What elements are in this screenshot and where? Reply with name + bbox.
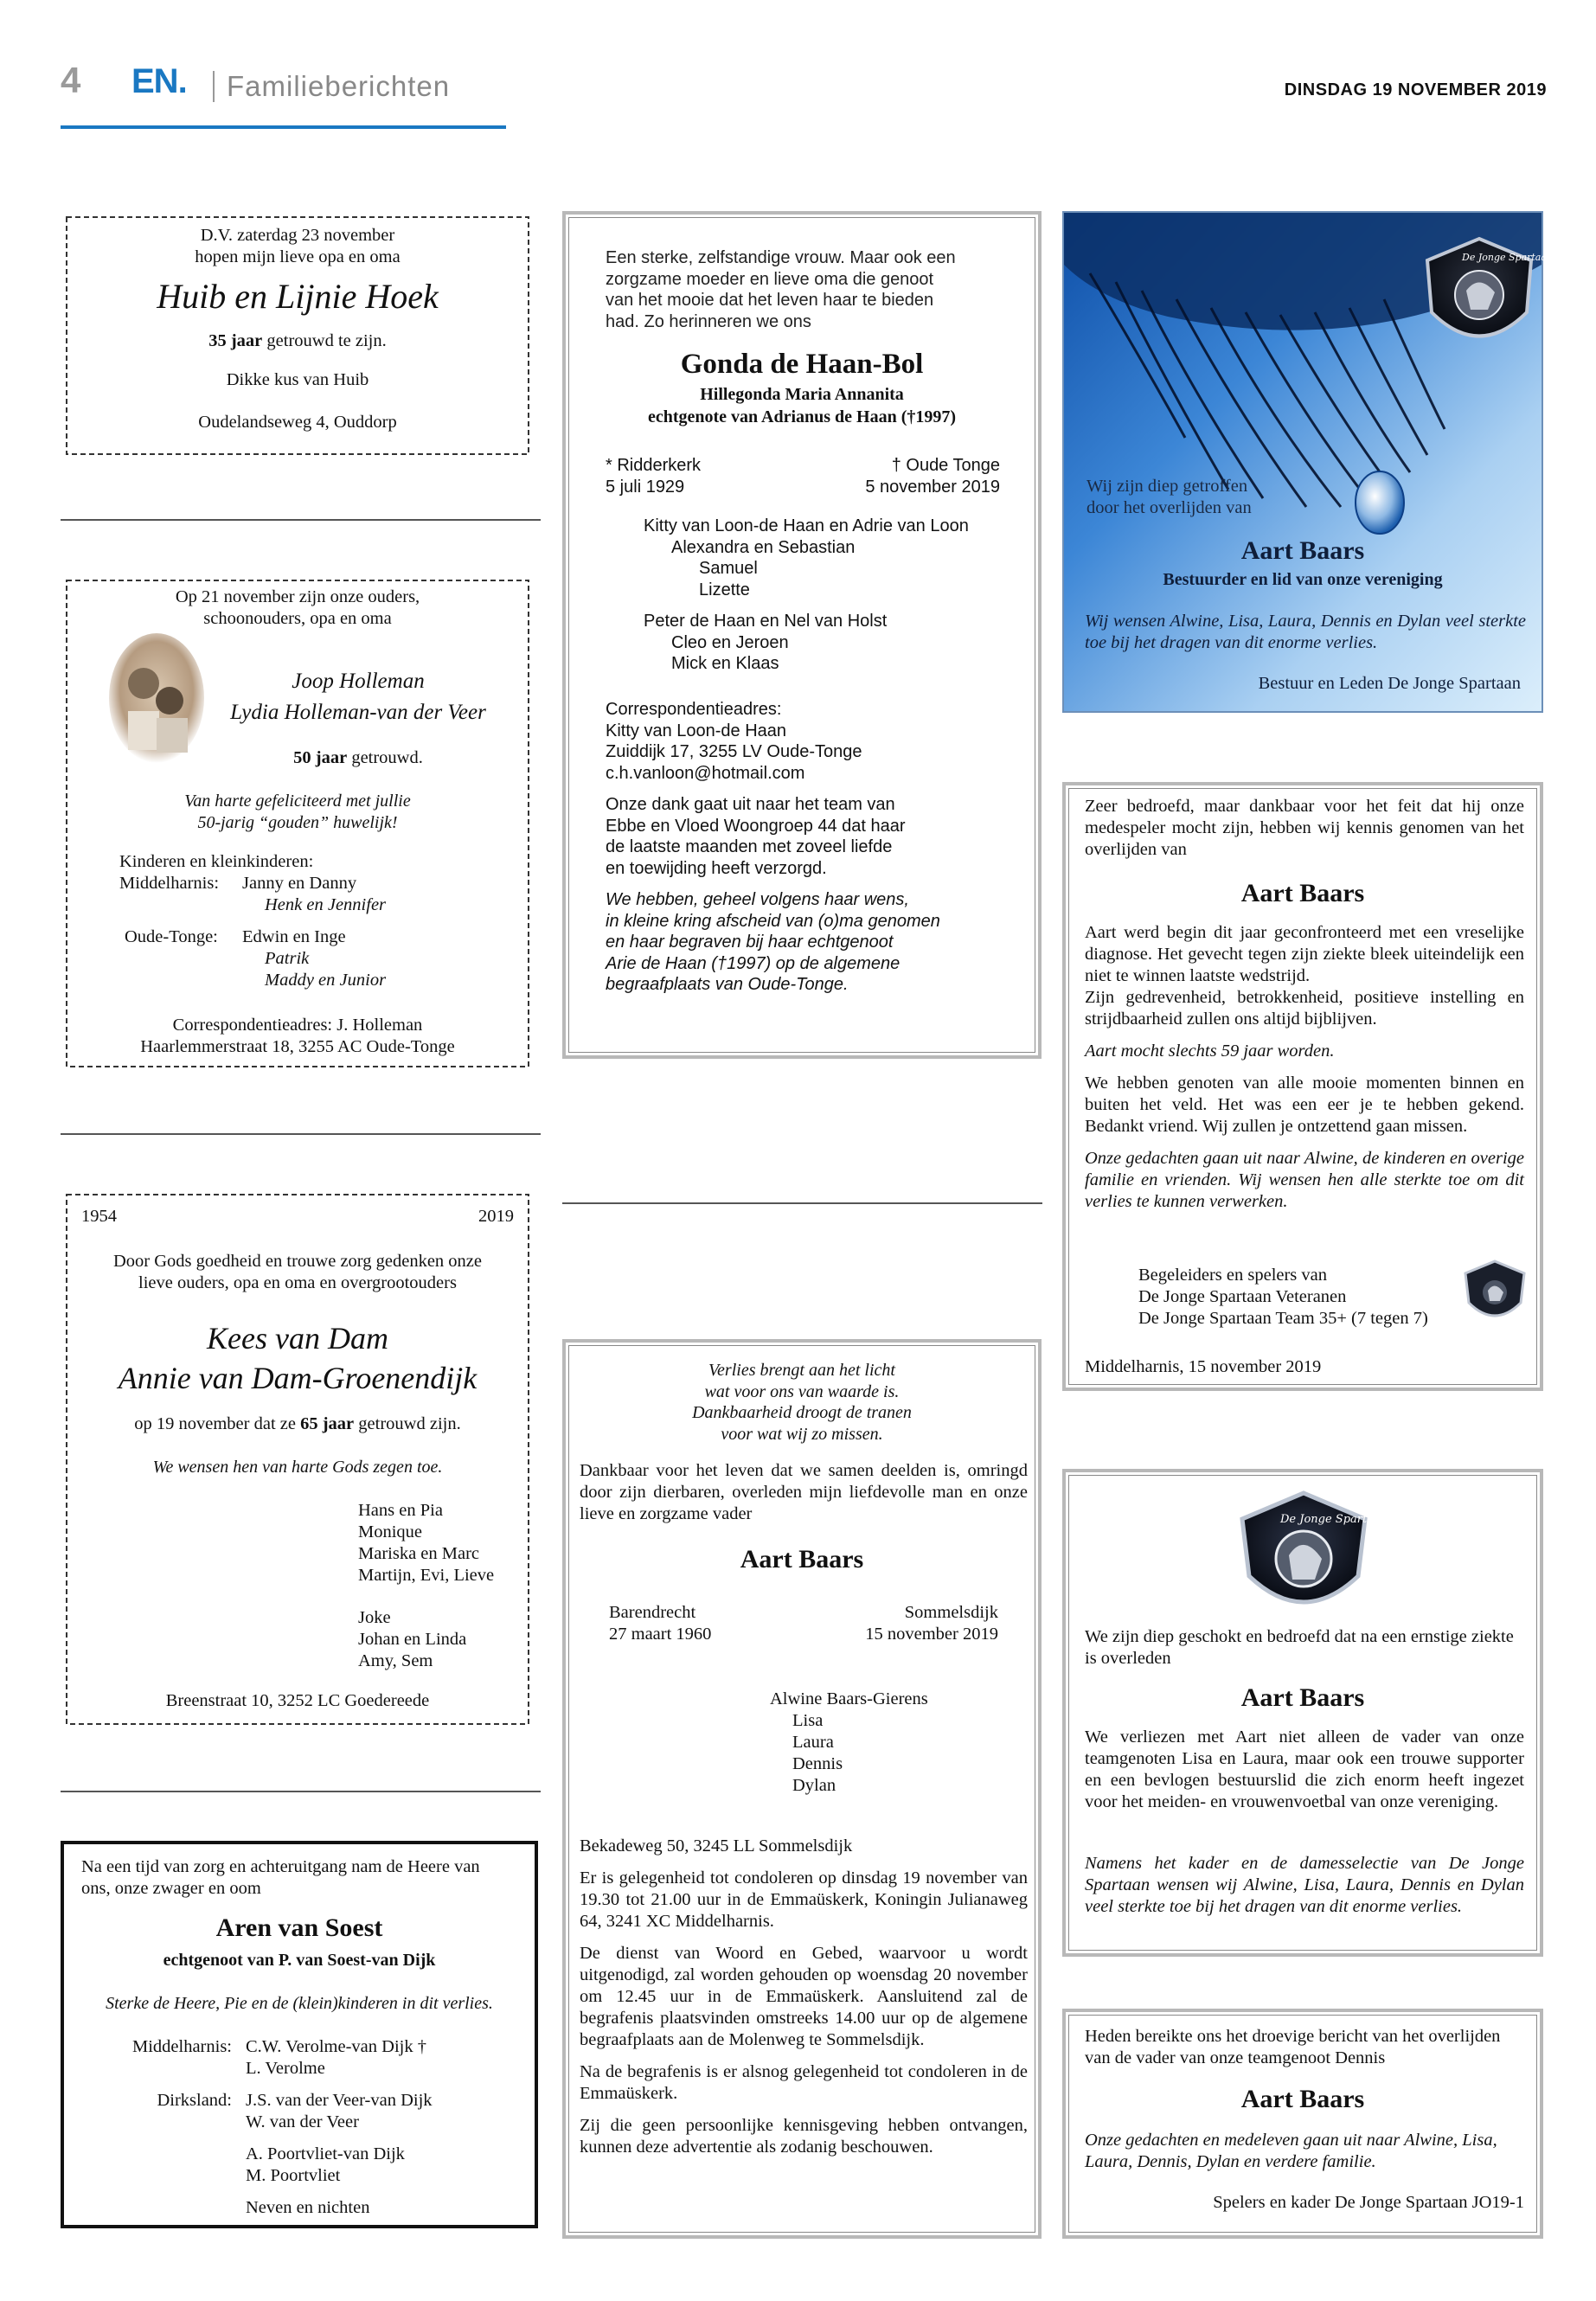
intro-line: door het overlijden van [1086,498,1252,517]
condolence-info: Er is gelegenheid tot condoleren op dinsdag 19 november van 19.30 tot 21.00 uur in de Emmaüskerk, Koningin Julianaweg 64, 3241 XC Middelharnis. [580,1868,1028,1931]
anniversary-line [185,747,531,769]
badge-text: De Jonge Spartaan [1280,1513,1388,1526]
years: 35 jaar [208,331,263,350]
closing-line: begraafplaats van Oude-Tonge. [606,975,849,994]
family-entry: Maddy en Junior [265,971,387,990]
intro-line: ons, onze zwager en oom [81,1879,261,1898]
thanks-line: Ebbe en Vloed Woongroep 44 dat haar [606,816,906,836]
anniversary-line [64,1413,531,1435]
ad-hoek-anniversary [64,215,531,457]
family-entry: C.W. Verolme-van Dijk † [246,2037,426,2056]
age-line: Aart mocht slechts 59 jaar worden. [1085,1042,1335,1061]
family-entry: Alwine Baars-Gierens [770,1689,928,1708]
signature: De Jonge Spartaan Veteranen [1138,1287,1347,1306]
thoughts: Onze gedachten en medeleven gaan uit naar Alwine, Lisa, Laura, Dennis, Dylan en verdere familie. [1085,2131,1497,2171]
ad-holleman-anniversary [64,578,531,1069]
closing-line: We hebben, geheel volgens haar wens, [606,890,909,909]
column-rule [61,519,541,521]
club-badge-large [1239,1490,1388,1619]
correspondence: c.h.vanloon@hotmail.com [606,763,805,783]
header-date: DINSDAG 19 NOVEMBER 2019 [1284,80,1547,99]
spouse-line: echtgenoot van P. van Soest-van Dijk [163,1951,436,1970]
paragraph: Zijn gedrevenheid, betrokkenheid, positieve instelling en strijdbaarheid zullen ons altijd bijblijven. [1085,988,1524,1029]
section-title: Familieberichten [227,70,451,102]
column-rule [61,1133,541,1135]
header-accent-line [61,125,506,129]
intro: Heden bereikte ons het droevige bericht van het overlijden van de vader van onze teamgenoot Dennis [1085,2027,1501,2067]
wish-line: 50-jarig “gouden” huwelijk! [197,812,398,832]
year-start: 1954 [81,1207,117,1226]
wish: Wij wensen Alwine, Lisa, Laura, Dennis en Dylan veel sterkte toe bij het dragen van dit enorme verlies. [1085,612,1526,652]
address: Oudelandseweg 4, Ouddorp [198,413,397,432]
birth-place: * Ridderkerk [606,456,702,475]
place-label: Oude-Tonge: [125,927,218,946]
closing-line: in kleine kring afscheid van (o)ma genomen [606,911,940,931]
ad-vansoest-death [61,1841,538,2228]
club-badge-small [1464,1259,1526,1325]
family-entry: Dennis [792,1754,843,1773]
family-entry: Monique [358,1522,423,1541]
family-entry: Joke [358,1608,391,1627]
column-rule [61,1791,541,1792]
deceased-name: Aart Baars [1240,1683,1365,1712]
intro: Dankbaar voor het leven dat we samen deelden is, omringd door zijn dierbaren, overleden mijn liefdevolle man en onze lieve en zorgzame vader [580,1461,1028,1523]
deceased-name: Aren van Soest [215,1913,383,1942]
deceased-name: Aart Baars [1240,879,1365,907]
page-number: 4 [61,60,81,100]
family-entry: Samuel [699,559,758,578]
family-entry: Martijn, Evi, Lieve [358,1566,495,1585]
family-entry: Henk en Jennifer [265,895,387,914]
deceased-name: Aart Baars [1240,2085,1365,2113]
year-end: 2019 [478,1207,514,1226]
family-entry: L. Verolme [246,2059,325,2078]
years-rest: getrouwd te zijn. [262,331,387,350]
poem-line: wat voor ons van waarde is. [704,1381,900,1401]
deceased-name: Aart Baars [740,1545,864,1574]
correspondence: Correspondentieadres: J. Holleman [172,1016,423,1035]
ad-aart-family-death [562,1339,1042,2239]
badge-text: De Jonge Spartaan [1462,252,1554,263]
closing-line: en haar begraven bij haar echtgenoot [606,933,894,952]
family-entry: Johan en Linda [358,1630,467,1649]
death-place: Sommelsdijk [904,1603,998,1622]
correspondence: Haarlemmerstraat 18, 3255 AC Oude-Tonge [140,1037,455,1056]
death-date: 15 november 2019 [865,1625,998,1644]
couple-names: Huib en Lijnie Hoek [157,277,439,316]
column-rule [562,1202,1042,1204]
family-entry: Patrik [265,949,310,968]
intro-line: Wij zijn diep getroffen [1086,477,1248,496]
family-entry: Laura [792,1733,834,1752]
date-post: getrouwd zijn. [354,1414,461,1433]
family-entry: Edwin en Inge [242,927,346,946]
header-divider [213,71,215,102]
kiss-line: Dikke kus van Huib [226,370,369,389]
family-entry: Peter de Haan en Nel van Holst [644,612,888,631]
ad-line: Op 21 november zijn onze ouders, [175,587,420,606]
intro-line: Na een tijd van zorg en achteruitgang nam de Heere van [81,1857,480,1876]
death-place: † Oude Tonge [891,456,1000,475]
name-1: Kees van Dam [207,1321,388,1356]
ad-aart-ladies [1062,1469,1543,1957]
family-entry: Janny en Danny [242,874,357,893]
years: 50 jaar [293,748,348,767]
kids-title: Kinderen en kleinkinderen: [119,852,314,871]
family-entry: W. van der Veer [246,2112,359,2131]
family-entry: Lizette [699,580,750,599]
place-label: Middelharnis: [131,2037,232,2056]
ad-line: lieve ouders, opa en oma en overgrootouders [138,1273,457,1292]
notice: Zij die geen persoonlijke kennisgeving hebben ontvangen, kunnen deze advertentie als zodanig beschouwen. [580,2116,1028,2157]
intro-line: van het mooie dat het leven haar te bieden [606,291,934,310]
ad-line: D.V. zaterdag 23 november [200,226,395,245]
family-entry: Mariska en Marc [358,1544,480,1563]
family-entry: Kitty van Loon-de Haan en Adrie van Loon [644,516,969,535]
deceased-name: Aart Baars [1240,536,1365,565]
intro-line: zorgzame moeder en lieve oma die genoot [606,269,934,289]
service-info: De dienst van Woord en Gebed, waarvoor u wordt uitgenodigd, zal worden gehouden op woensdag 20 november om 12.45 uur in de Emmaüskerk. Aansluitend zal de begrafenis plaatsvinden omstreeks 14.00 uur op de algemene begraafplaats aan de Molenweg te Sommelsdijk. [580,1944,1028,2049]
family-entry: Amy, Sem [358,1651,433,1670]
signature: Begeleiders en spelers van [1138,1266,1328,1285]
correspondence: Zuiddijk 17, 3255 LV Oude-Tonge [606,742,862,761]
correspondence: Correspondentieadres: [606,700,782,719]
ad-aart-club [1062,211,1554,713]
years-rest: getrouwd. [347,748,423,767]
poem-line: voor wat wij zo missen. [721,1424,883,1444]
place-label: Middelharnis: [119,874,220,893]
paragraph: Aart werd begin dit jaar geconfronteerd met een vreselijke diagnose. Het gevecht tegen zijn ziekte bleek uiteindelijk een niet te winnen laatste wedstrijd. [1085,923,1524,985]
wish-line: Van harte gefeliciteerd met jullie [184,792,411,811]
date-pre: op 19 november dat ze [134,1414,301,1433]
paragraph: We hebben genoten van alle mooie momenten binnen en buiten het veld. Het was een eer je te hebben gekend. Bedankt vriend. Wij zullen je ontzettend gaan missen. [1085,1074,1524,1136]
verse: Sterke de Heere, Pie en de (klein)kinderen in dit verlies. [106,1994,493,2013]
logo: EN. [131,62,187,100]
thanks-line: Onze dank gaat uit naar het team van [606,795,895,814]
intro: Zeer bedroefd, maar dankbaar voor het feit dat hij onze medespeler mocht zijn, hebben wij kennis genomen van het overlijden van [1085,797,1524,859]
death-date: 5 november 2019 [865,478,1000,497]
years: 65 jaar [300,1414,355,1433]
family-entry: Alexandra en Sebastian [671,537,856,557]
family-entry: J.S. van der Veer-van Dijk [246,2091,433,2110]
ad-line: Door Gods goedheid en trouwe zorg gedenken onze [112,1252,482,1271]
place-date: Middelharnis, 15 november 2019 [1085,1357,1322,1376]
ad-line: schoonouders, opa en oma [203,609,392,628]
signature: Spelers en kader De Jonge Spartaan JO19-1 [1213,2193,1524,2212]
thanks-line: de laatste maanden met zoveel liefde [606,837,893,856]
ad-gonda-death [562,211,1042,1059]
name-1: Joop Holleman [292,670,425,693]
intro-line: had. Zo herinneren we ons [606,311,811,331]
family-entry: Lisa [792,1711,824,1730]
place-label: Dirksland: [157,2091,232,2110]
poem-line: Dankbaarheid droogt de tranen [692,1403,912,1422]
ad-aart-jo19 [1062,2009,1543,2239]
deceased-name: Gonda de Haan-Bol [680,349,924,380]
ad-aart-veterans [1062,782,1543,1391]
family-entry: Dylan [792,1776,836,1795]
family-entry: Neven en nichten [246,2198,370,2217]
poem-line: Verlies brengt aan het licht [708,1361,895,1380]
signature: De Jonge Spartaan Team 35+ (7 tegen 7) [1138,1309,1428,1328]
thoughts: Onze gedachten gaan uit naar Alwine, de kinderen en overige familie en vrienden. Wij wensen hen alle sterkte toe om dit verlies te kunnen verwerken. [1085,1149,1524,1211]
family-gap [358,1586,531,1607]
name-2: Lydia Holleman-van der Veer [230,701,486,724]
signature: Bestuur en Leden De Jonge Spartaan [1258,674,1521,693]
full-name: Hillegonda Maria Annanita [700,385,904,404]
ad-line: hopen mijn lieve opa en oma [195,247,401,266]
family-entry: Hans en Pia [358,1501,443,1520]
birth-date: 27 maart 1960 [609,1625,712,1644]
family-entry: M. Poortvliet [246,2166,341,2185]
birth-place: Barendrecht [609,1603,696,1622]
intro: We zijn diep geschokt en bedroefd dat na een ernstige ziekte is overleden [1085,1627,1514,1668]
name-2: Annie van Dam-Groenendijk [118,1361,478,1395]
closing-line: Arie de Haan (†1997) op de algemene [606,953,901,973]
address: Bekadeweg 50, 3245 LL Sommelsdijk [580,1836,853,1856]
paragraph: We verliezen met Aart niet alleen de vader van onze teamgenoten Lisa en Laura, maar ook een trouwe supporter en een bevlogen bestuurslid die zich enorm heeft ingezet voor het meiden- en vrouwenvoetbal van onze vereniging. [1085,1727,1524,1811]
role-line: Bestuurder en lid van onze vereniging [1163,570,1443,589]
after-info: Na de begrafenis is er alsnog gelegenheid tot condoleren in de Emmaüskerk. [580,2062,1028,2103]
family-entry: A. Poortvliet-van Dijk [246,2144,405,2163]
ad-vandam-anniversary [64,1192,531,1727]
correspondence: Kitty van Loon-de Haan [606,721,787,740]
family-entry: Cleo en Jeroen [671,632,789,652]
birth-date: 5 juli 1929 [606,478,685,497]
spouse-line: echtgenote van Adrianus de Haan (†1997) [647,407,957,426]
family-entry: Mick en Klaas [671,654,779,673]
address: Breenstraat 10, 3252 LC Goedereede [165,1691,430,1710]
blessing: We wensen hen van harte Gods zegen toe. [152,1458,443,1477]
intro-line: Een sterke, zelfstandige vrouw. Maar ook een [606,248,956,267]
anniversary-line [64,330,531,352]
thanks-line: en toewijding heeft verzorgd. [606,858,827,878]
wish: Namens het kader en de damesselectie van De Jonge Spartaan wensen wij Alwine, Lisa, Laura, Dennis en Dylan veel sterkte toe bij het dragen van dit enorme verlies. [1085,1854,1524,1916]
